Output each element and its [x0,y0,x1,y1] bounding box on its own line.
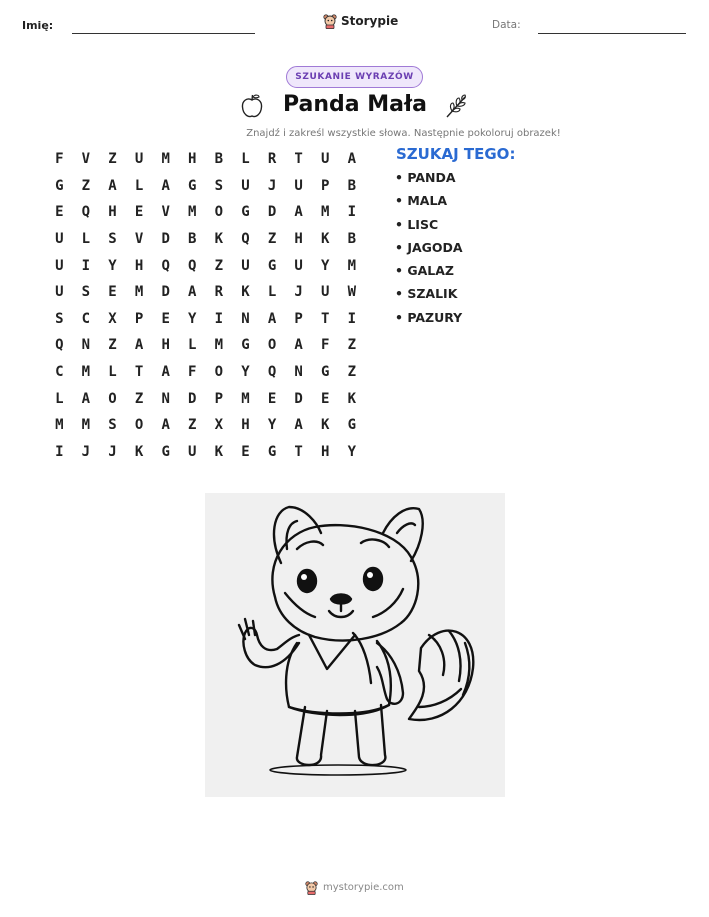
word-list-item: • MALA [395,193,448,209]
grid-cell: Z [81,177,91,194]
grid-row [46,226,366,253]
grid-cell: U [55,284,64,301]
grid-cell: K [134,443,144,460]
grid-cell: K [347,390,357,407]
grid-cell: F [321,337,330,354]
grid-cell: H [108,204,117,221]
grid-cell: Q [81,204,91,221]
grid-cell: L [108,364,117,381]
grid-cell: T [134,364,144,381]
grid-cell: W [347,284,357,301]
grid-cell: U [294,177,303,194]
grid-cell: S [108,231,117,248]
grid-cell: M [161,151,170,168]
grid-cell: V [134,231,144,248]
grid-row [46,332,366,359]
red-panda-coloring-illustration [205,493,505,797]
grid-row [46,439,366,466]
grid-cell: Z [134,390,144,407]
grid-row [46,252,366,279]
grid-cell: E [108,284,117,301]
grid-cell: F [188,364,197,381]
grid-cell: Z [267,231,277,248]
brand-logo [323,13,398,29]
grid-cell: N [241,310,250,327]
grid-cell: O [267,337,277,354]
grid-cell: H [134,257,144,274]
grid-cell: P [294,310,303,327]
grid-cell: U [241,257,250,274]
word-list-item: • LISC [395,216,439,232]
grid-cell: V [161,204,170,221]
grid-cell: R [267,151,277,168]
grid-cell: A [161,364,170,381]
grid-row [46,306,366,333]
grid-cell: E [267,390,277,407]
grid-cell: I [347,310,357,327]
grid-cell: J [267,177,277,194]
grid-cell: S [81,284,91,301]
grid-cell: G [267,443,277,460]
grid-cell: D [161,284,170,301]
grid-cell: O [134,417,144,434]
grid-cell: T [321,310,330,327]
grid-cell: X [108,310,117,327]
footer [305,880,404,895]
category-badge: SZUKANIE WYRAZÓW [286,66,423,88]
grid-cell: O [214,364,224,381]
page-title: Panda Mała [282,92,428,117]
grid-cell: G [347,417,357,434]
grid-cell: P [321,177,330,194]
grid-cell: N [294,364,303,381]
grid-cell: I [347,204,357,221]
storypie-logo-icon [323,13,337,29]
grid-cell: A [161,177,170,194]
grid-cell: O [214,204,224,221]
grid-cell: E [134,204,144,221]
grid-cell: H [294,231,303,248]
grid-cell: D [161,231,170,248]
grid-cell: U [321,151,330,168]
grid-row [46,359,366,386]
grid-cell: U [294,257,303,274]
grid-cell: A [188,284,197,301]
grid-cell: P [214,390,224,407]
grid-cell: A [81,390,91,407]
grid-cell: A [294,337,303,354]
grid-cell: X [214,417,224,434]
grid-cell: H [161,337,170,354]
grid-cell: E [321,390,330,407]
grid-cell: U [188,443,197,460]
grid-row [46,412,366,439]
grid-cell: M [81,417,91,434]
grid-cell: G [321,364,330,381]
grid-cell: A [108,177,117,194]
grid-cell: S [108,417,117,434]
grid-cell: Q [161,257,170,274]
grid-cell: D [294,390,303,407]
grid-cell: K [214,443,224,460]
grid-cell: V [81,151,91,168]
grid-cell: L [81,231,91,248]
grid-cell: M [188,204,197,221]
grid-cell: I [81,257,91,274]
grid-cell: Z [214,257,224,274]
grid-cell: J [294,284,303,301]
grid-cell: A [294,204,303,221]
grid-cell: Y [347,443,357,460]
grid-cell: C [81,310,91,327]
grid-cell: Y [188,310,197,327]
grid-cell: M [55,417,64,434]
storypie-logo-icon [305,880,318,895]
grid-cell: U [321,284,330,301]
grid-row [46,199,366,226]
grid-cell: Y [108,257,117,274]
grid-cell: K [241,284,250,301]
grid-cell: S [214,177,224,194]
brand-name: Storypie [341,14,399,28]
name-line [72,33,255,34]
grid-cell: G [161,443,170,460]
grid-cell: O [108,390,117,407]
grid-cell: M [134,284,144,301]
grid-cell: B [347,231,357,248]
grid-row [46,146,366,173]
grid-cell: A [134,337,144,354]
grid-cell: Y [241,364,250,381]
word-list-item: • PANDA [395,170,456,185]
grid-cell: Y [267,417,277,434]
apple-icon [240,93,264,119]
grid-cell: L [55,390,64,407]
footer-url: mystorypie.com [323,882,404,893]
grid-cell: Q [188,257,197,274]
grid-cell: G [241,337,250,354]
grid-cell: K [321,231,330,248]
word-list-title: SZUKAJ TEGO: [396,145,516,163]
grid-cell: B [188,231,197,248]
grid-cell: I [214,310,224,327]
grid-cell: K [321,417,330,434]
grid-cell: Z [347,364,357,381]
grid-cell: Q [55,337,64,354]
grid-cell: G [241,204,250,221]
grid-cell: H [241,417,250,434]
date-label: Data: [492,19,521,31]
grid-cell: G [55,177,64,194]
grid-cell: M [321,204,330,221]
grid-cell: U [55,231,64,248]
grid-cell: M [347,257,357,274]
name-label: Imię: [22,19,54,32]
grid-cell: H [321,443,330,460]
word-list-item: • SZALIK [395,286,458,302]
grid-cell: N [81,337,91,354]
grid-cell: P [134,310,144,327]
grid-cell: L [134,177,144,194]
grid-cell: L [267,284,277,301]
word-list-item: • JAGODA [395,239,463,255]
grid-cell: B [347,177,357,194]
grid-row [46,279,366,306]
word-list-item: • GALAZ [395,263,454,279]
grid-cell: T [294,151,303,168]
grid-cell: Z [108,151,117,168]
grid-cell: E [161,310,170,327]
grid-cell: C [55,364,64,381]
grid-cell: Z [347,337,357,354]
grid-cell: J [81,443,91,460]
grid-cell: B [214,151,224,168]
grid-cell: Q [241,231,250,248]
grid-cell: G [188,177,197,194]
grid-cell: Y [321,257,330,274]
grid-cell: D [188,390,197,407]
grid-row [46,173,366,200]
grid-cell: U [134,151,144,168]
grid-cell: E [55,204,64,221]
grid-cell: F [55,151,64,168]
grid-cell: U [241,177,250,194]
grid-cell: J [108,443,117,460]
date-line [538,33,686,34]
grid-cell: M [81,364,91,381]
grid-cell: M [214,337,224,354]
grid-cell: T [294,443,303,460]
grid-row [46,385,366,412]
grid-cell: L [241,151,250,168]
grid-cell: A [267,310,277,327]
grid-cell: A [294,417,303,434]
grid-cell: I [55,443,64,460]
grid-cell: Z [108,337,117,354]
grid-cell: S [55,310,64,327]
leaf-branch-icon [443,92,471,120]
word-list-item: • PAZURY [395,309,463,325]
grid-cell: E [241,443,250,460]
grid-cell: G [267,257,277,274]
grid-cell: Q [267,364,277,381]
grid-cell: Z [188,417,197,434]
grid-cell: K [214,231,224,248]
grid-cell: R [214,284,224,301]
word-list [395,170,463,333]
grid-cell: D [267,204,277,221]
instructions: Znajdź i zakreśl wszystkie słowa. Następnie pokoloruj obrazek! [246,128,561,139]
grid-cell: A [347,151,357,168]
grid-cell: H [188,151,197,168]
grid-cell: A [161,417,170,434]
grid-cell: N [161,390,170,407]
grid-cell: L [188,337,197,354]
grid-cell: M [241,390,250,407]
word-search-grid [46,146,366,465]
grid-cell: U [55,257,64,274]
